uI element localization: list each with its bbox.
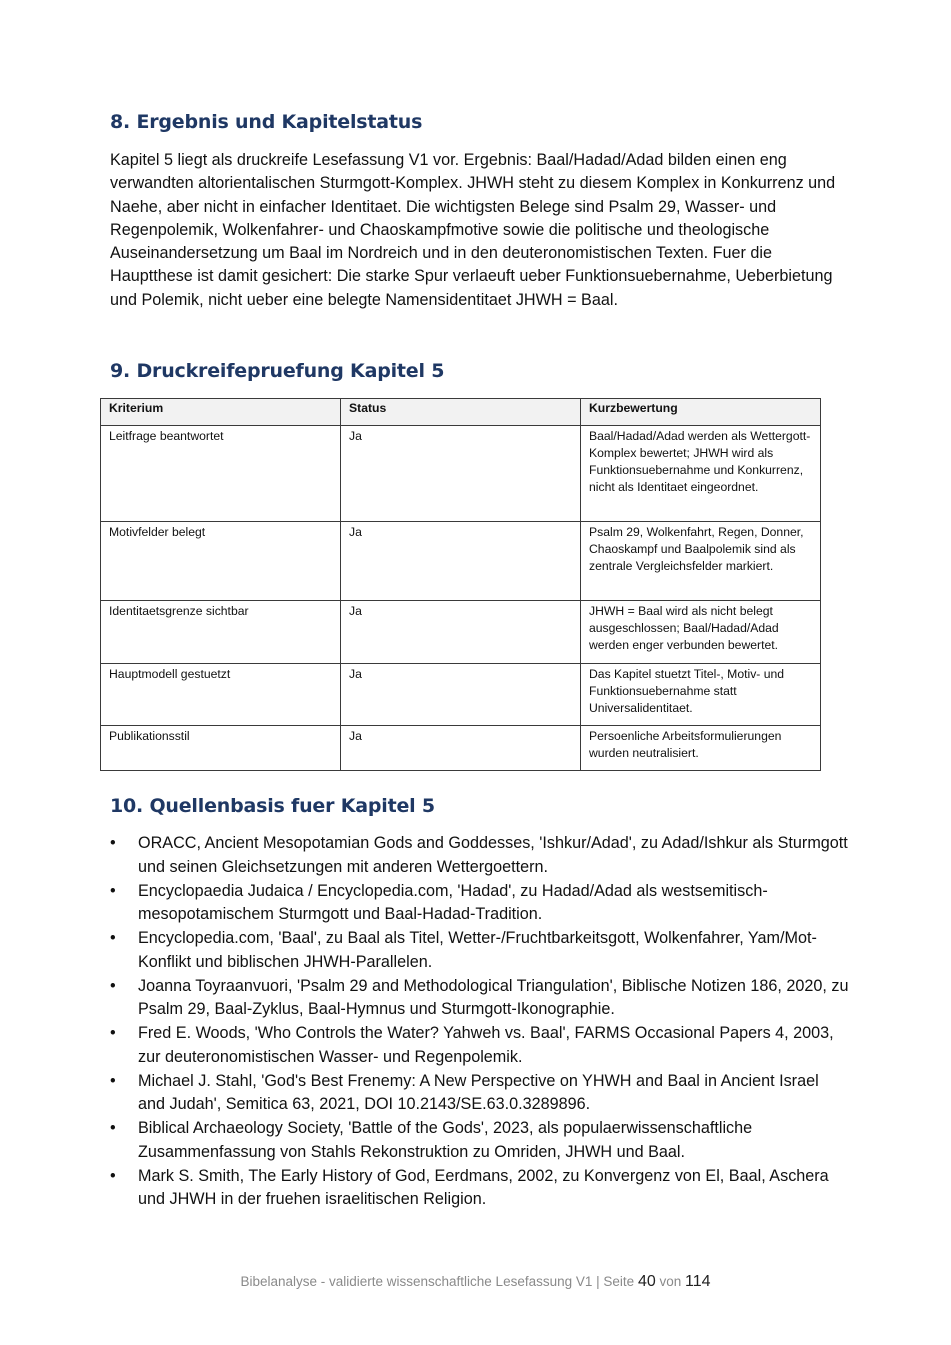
table-header-row — [101, 399, 821, 426]
list-item — [110, 880, 850, 927]
section-heading-ergebnis: 8. Ergebnis und Kapitelstatus — [110, 111, 423, 133]
source-text: Joanna Toyraanvuori, 'Psalm 29 and Methodological Triangulation', Biblische Notizen 186, 2020, zu Psalm 29, Baal-Zyklus, Baal-Hymnus und Sturmgott-Ikonographie. — [138, 976, 849, 1018]
bullet-glyph: • — [110, 1119, 116, 1137]
section-heading-quellenbasis: 10. Quellenbasis fuer Kapitel 5 — [110, 795, 435, 817]
criteria-table — [100, 398, 821, 771]
table-row — [101, 601, 821, 664]
list-item — [110, 1117, 850, 1164]
list-item — [110, 832, 850, 879]
page-footer — [0, 1273, 951, 1291]
source-text: Fred E. Woods, 'Who Controls the Water? Yahweh vs. Baal', FARMS Occasional Papers 4, 2003, zur deuteronomistischen Wasser- und Regenpolemik. — [138, 1024, 834, 1066]
cell-kurzbewertung: Persoenliche Arbeitsformulierungen wurden neutralisiert. — [581, 726, 821, 771]
cell-kurzbewertung: Psalm 29, Wolkenfahrt, Regen, Donner, Chaoskampf und Baalpolemik sind als zentrale Vergleichsfelder markiert. — [581, 522, 821, 601]
bullet-glyph: • — [110, 834, 116, 852]
list-item — [110, 1022, 850, 1069]
source-text: Biblical Archaeology Society, 'Battle of the Gods', 2023, als populaerwissenschaftliche Zusammenfassung von Stahls Rekonstruktion zu Omriden, JHWH und Baal. — [138, 1119, 753, 1161]
cell-kurzbewertung: Baal/Hadad/Adad werden als Wettergott-Komplex bewertet; JHWH wird als Funktionsuebernahme und Konkurrenz, nicht als Identitaet eingeordnet. — [581, 426, 821, 522]
source-text: Mark S. Smith, The Early History of God, Eerdmans, 2002, zu Konvergenz von El, Baal, Aschera und JHWH in der fruehen israelitischen Religion. — [138, 1166, 829, 1208]
source-list — [110, 832, 850, 1212]
source-text: Michael J. Stahl, 'God's Best Frenemy: A New Perspective on YHWH and Baal in Ancient Israel and Judah', Semitica 63, 2021, DOI 10.2143/SE.63.0.3289896. — [138, 1071, 819, 1113]
cell-status: Ja — [341, 426, 581, 522]
bullet-glyph: • — [110, 976, 116, 995]
column-header-status: Status — [341, 399, 581, 426]
footer-of-label: von — [659, 1274, 682, 1289]
cell-kriterium: Leitfrage beantwortet — [101, 426, 341, 522]
cell-status: Ja — [341, 664, 581, 726]
source-text: Encyclopedia.com, 'Baal', zu Baal als Titel, Wetter-/Fruchtbarkeitsgott, Wolkenfahrer, Yam/Mot-Konflikt und biblischen JHWH-Parallelen. — [138, 929, 817, 971]
section-heading-druckreifepruefung: 9. Druckreifepruefung Kapitel 5 — [110, 360, 445, 382]
section-paragraph-ergebnis: Kapitel 5 liegt als druckreife Lesefassung V1 vor. Ergebnis: Baal/Hadad/Adad bilden einen eng verwandten altorientalischen Sturmgott-Komplex. JHWH steht zu diesem Komplex in Konkurrenz und Naehe, aber nicht in einfacher Identitaet. Die wichtigsten Belege sind Psalm 29, Wasser- und Regenpolemik, Wolkenfahrer- und Chaoskampfmotive sowie die politische und theologische Auseinandersetzung um Baal im Nordreich und in den deuteronomistischen Texten. Fuer die Hauptthese ist damit gesichert: Die starke Spur verlaeuft ueber Funktionsuebernahme, Ueberbietung und Polemik, nicht ueber eine belegte Namensidentitaet JHWH = Baal. — [110, 151, 836, 309]
current-page-number: 40 — [637, 1273, 656, 1290]
cell-kurzbewertung: JHWH = Baal wird als nicht belegt ausgeschlossen; Baal/Hadad/Adad werden enger verbunden bewertet. — [581, 601, 821, 664]
table-row — [101, 426, 821, 522]
cell-status: Ja — [341, 601, 581, 664]
cell-kriterium: Hauptmodell gestuetzt — [101, 664, 341, 726]
cell-status: Ja — [341, 726, 581, 771]
column-header-kurzbewertung: Kurzbewertung — [581, 399, 821, 426]
bullet-glyph: • — [110, 1024, 116, 1042]
source-text: ORACC, Ancient Mesopotamian Gods and Goddesses, 'Ishkur/Adad', zu Adad/Ishkur als Sturmgott und seinen Gleichsetzungen mit anderen Wettergoettern. — [138, 834, 848, 876]
table-row — [101, 726, 821, 771]
cell-status: Ja — [341, 522, 581, 601]
table-row — [101, 522, 821, 601]
cell-kriterium: Identitaetsgrenze sichtbar — [101, 601, 341, 664]
list-item — [110, 1070, 850, 1117]
cell-kurzbewertung: Das Kapitel stuetzt Titel-, Motiv- und Funktionsuebernahme statt Universalidentitaet. — [581, 664, 821, 726]
source-text: Encyclopaedia Judaica / Encyclopedia.com, 'Hadad', zu Hadad/Adad als westsemitisch-mesopotamischem Sturmgott und Baal-Hadad-Tradition. — [138, 881, 768, 923]
list-item — [110, 1165, 850, 1212]
cell-kriterium: Motivfelder belegt — [101, 522, 341, 601]
footer-text: Bibelanalyse - validierte wissenschaftliche Lesefassung V1 | Seite — [240, 1274, 635, 1289]
cell-kriterium: Publikationsstil — [101, 726, 341, 771]
table-row — [101, 664, 821, 726]
list-item — [110, 927, 850, 974]
bullet-glyph: • — [110, 881, 116, 900]
total-page-count: 114 — [685, 1273, 711, 1290]
bullet-glyph: • — [110, 1166, 116, 1185]
bullet-glyph: • — [110, 929, 116, 947]
bullet-glyph: • — [110, 1071, 116, 1090]
column-header-kriterium: Kriterium — [101, 399, 341, 426]
list-item — [110, 975, 850, 1022]
